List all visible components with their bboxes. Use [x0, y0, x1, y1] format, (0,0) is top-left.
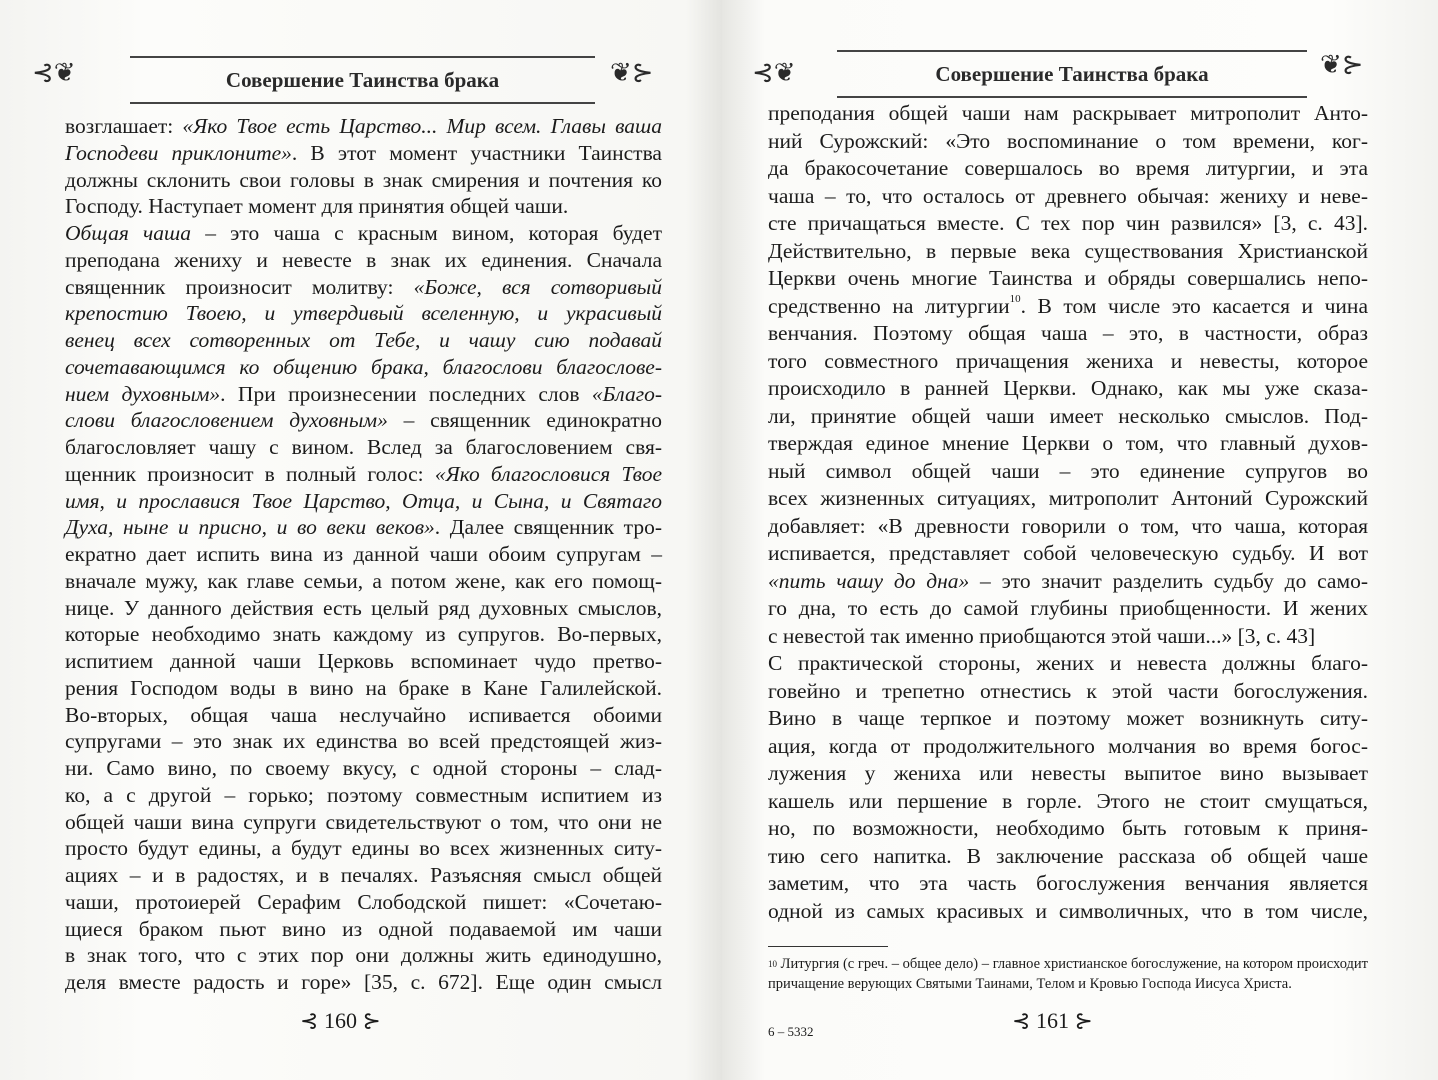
text-line: [65, 355, 662, 380]
text-segment: ко, а с другой – горько; поэтому совместным испитием из: [65, 782, 662, 807]
text-segment: екратно дает испить вина из данной чаши обоим супругам –: [65, 542, 662, 566]
text-line: [768, 871, 1368, 896]
text-segment: чаша – то, что осталось от древнего обычая: жениху и неве-: [768, 183, 1368, 208]
text-segment: добавляет: «В древности говорили о том, что чаша, которая: [768, 513, 1368, 538]
text-segment: супругами – это знак их единства во всей предстоящей жиз-: [65, 729, 662, 754]
ornament-icon: ⊱: [1074, 1008, 1093, 1033]
text-line: [65, 515, 662, 540]
italic-text: «Боже, вся сотворивый: [413, 274, 662, 299]
text-segment: . В этот момент участники Таинства: [291, 140, 662, 165]
italic-text: крепостию Твоею, и утвердивый вселенную, и украсивый: [65, 301, 662, 326]
text-line: [65, 569, 662, 594]
text-segment: происходило в ранней Церкви. Однако, как мы уже сказа-: [768, 376, 1368, 400]
text-segment: священник произносит молитву:: [65, 274, 414, 299]
text-segment: ация, когда от продолжительного молчания во время богос-: [768, 733, 1368, 758]
text-line: [65, 917, 662, 942]
text-segment: – это значит разделить судьбу до само-: [969, 568, 1368, 593]
page-number-value: 160: [323, 1008, 357, 1033]
italic-text: нием духовным»: [65, 381, 221, 406]
text-segment: говейно и трепетно отнестись к этой части богослужения.: [768, 678, 1368, 703]
printer-signature: 6 – 5332: [768, 1024, 814, 1039]
text-line: [65, 301, 662, 326]
text-line: [65, 783, 662, 808]
text-line: [768, 569, 1368, 594]
page-number-value: 161: [1035, 1008, 1069, 1033]
text-segment: рения Господом воды в вино на браке в Кане Галилейской.: [65, 675, 662, 700]
text-segment: Действительно, в первые века существования Христианской: [768, 238, 1368, 263]
text-segment: преподания общей чаши нам раскрывает митрополит Анто-: [768, 101, 1368, 125]
text-segment: тверждая единое мнение Церкви о том, что главный духов-: [768, 431, 1368, 455]
text-segment: ни. Само вино, по своему вкусу, с одной стороны – слад-: [65, 756, 662, 780]
text-line: [768, 486, 1368, 511]
text-segment: – это чаша с красным вином, которая будет: [191, 221, 662, 245]
text-segment: сте причащаться вместе. С тех пор чин развился» [3, с. 43].: [768, 211, 1368, 235]
text-line: [768, 184, 1368, 209]
italic-text: слови благословением духовным»: [65, 408, 388, 433]
text-segment: ний Сурожский: «Это воспоминание о том времени, ког-: [768, 128, 1368, 153]
text-segment: Вино в чаще терпкое и поэтому может возникнуть ситу-: [768, 706, 1368, 730]
text-line: [768, 706, 1368, 731]
italic-text: «Яко благословися Твое: [434, 461, 662, 486]
text-line: [65, 408, 662, 433]
italic-text: «пить чашу до дна»: [768, 568, 970, 593]
text-line: [65, 248, 662, 273]
text-line: [768, 761, 1368, 786]
italic-text: Господеви приклоните»: [65, 140, 292, 165]
running-head-title: Совершение Таинства брака: [225, 68, 500, 92]
divider: [130, 56, 595, 58]
text-segment: преподана жениху и невесте в знак их единения. Сначала: [65, 247, 662, 272]
text-segment: с невестой так именно приобщаются этой чаши...» [3, с. 43]: [768, 623, 1316, 648]
text-line: [768, 899, 1368, 924]
footnote-reference: 10: [1009, 292, 1021, 305]
ornament-icon: ⊰: [1012, 1008, 1031, 1033]
italic-text: Духа, ныне и присно, и во веки веков»: [65, 515, 435, 540]
text-segment: но, по возможности, необходимо быть готовым к приня-: [768, 816, 1368, 840]
running-head: [837, 46, 1307, 106]
page-body-text: [65, 114, 662, 994]
text-line: [65, 542, 662, 567]
footnote: [768, 954, 1368, 994]
ornament-icon: ❦⊱: [610, 58, 654, 87]
text-segment: средственно на литургии: [768, 293, 1010, 318]
ornament-icon: ⊰❦: [752, 58, 796, 87]
text-line: [768, 789, 1368, 814]
text-line: [768, 349, 1368, 374]
text-line: [65, 194, 662, 219]
text-line: [768, 459, 1368, 484]
italic-text: «Благо-: [591, 381, 662, 406]
text-line: [768, 844, 1368, 869]
text-segment: ный символ общей чаши – это единение супругов во: [768, 458, 1368, 483]
text-line: [768, 541, 1368, 566]
text-segment: Церкви очень многие Таинства и обряды совершались непо-: [768, 266, 1368, 290]
divider: [837, 50, 1307, 52]
text-segment: заметим, что эта часть богослужения венчания является: [768, 871, 1368, 895]
text-segment: да бракосочетание совершалось во время литургии, и эта: [768, 156, 1368, 180]
italic-text: сочетавающимся ко общению брака, благослови благослове-: [65, 354, 662, 379]
text-line: [65, 435, 662, 460]
running-head-title: Совершение Таинства брака: [935, 62, 1209, 86]
text-line: [768, 816, 1368, 841]
footnote-marker: 10: [768, 959, 777, 969]
text-line: [768, 514, 1368, 539]
text-segment: просто будут едины, а будут едины во всех жизненных ситу-: [65, 836, 662, 861]
text-segment: деля вместе радость и горе» [35, с. 672]. Еще один смысл: [65, 970, 662, 994]
text-segment: . Далее священник тро-: [434, 515, 662, 540]
text-line: [65, 462, 662, 487]
text-segment: всех жизненных ситуациях, митрополит Антоний Сурожский: [768, 486, 1368, 510]
text-segment: Во-вторых, общая чаша неслучайно испивается обоими: [65, 702, 662, 727]
text-segment: Господу. Наступает момент для принятия общей чаши.: [65, 194, 569, 219]
text-line: [65, 810, 662, 835]
ornament-icon: ⊰: [300, 1008, 319, 1033]
text-line: [768, 211, 1368, 236]
text-line: [768, 266, 1368, 291]
text-segment: того совместного причащения жениха и невесты, которое: [768, 348, 1368, 373]
text-line: [65, 890, 662, 915]
text-segment: – священник единократно: [387, 408, 663, 433]
text-segment: го дна, то есть до самой глубины приобщенности. И жених: [768, 596, 1368, 620]
text-line: [65, 943, 662, 968]
text-segment: нице. У данного действия есть целый ряд духовных смыслов,: [65, 595, 662, 620]
text-line: [65, 622, 662, 647]
text-line: [65, 676, 662, 701]
text-line: [768, 431, 1368, 456]
text-line: [65, 703, 662, 728]
text-line: [768, 679, 1368, 704]
text-line: [768, 321, 1368, 346]
text-line: [65, 756, 662, 781]
text-segment: которые необходимо знать каждому из супругов. Во-первых,: [65, 622, 662, 647]
text-line: [65, 489, 662, 514]
text-line: [768, 156, 1368, 181]
text-line: [65, 328, 662, 353]
text-line: [768, 624, 1368, 649]
text-line: [768, 734, 1368, 759]
text-line: [65, 596, 662, 621]
ornament-icon: ⊰❦: [32, 58, 76, 87]
text-segment: чаши, протоиерей Серафим Слободской пишет: «Сочетаю-: [65, 889, 662, 914]
text-segment: вначале мужу, как главе семьи, а потом жене, как его помощ-: [65, 568, 662, 593]
text-line: [768, 376, 1368, 401]
running-head: [130, 52, 595, 112]
text-segment: . В том числе это касается и чина: [1020, 293, 1368, 318]
text-line: [65, 141, 662, 166]
divider: [837, 96, 1307, 98]
text-segment: кашель или першение в горле. Этого не стоит смущаться,: [768, 788, 1368, 813]
text-segment: испитием данной чаши Церковь вспоминает чудо претво-: [65, 649, 662, 673]
text-line: [768, 101, 1368, 126]
text-segment: одной из самых красивых и символичных, что в том числе,: [768, 898, 1368, 923]
text-segment: щиеся браком пьют вино из одной подаваемой им чаши: [65, 916, 662, 941]
text-segment: ли, принятие общей чаши имеет несколько смыслов. Под-: [768, 403, 1368, 428]
text-line: [65, 114, 662, 139]
text-line: [768, 294, 1368, 319]
text-line: [65, 970, 662, 995]
ornament-icon: ❦⊱: [1320, 50, 1364, 79]
italic-text: имя, и прославися Твое Царство, Отца, и Сына, и Святаго: [65, 488, 662, 513]
text-line: [768, 239, 1368, 264]
text-segment: общей чаши вина супруги свидетельствуют о том, что они не: [65, 809, 662, 834]
italic-text: «Яко Твое есть Царство... Мир всем. Главы ваша: [182, 114, 662, 138]
text-line: [768, 596, 1368, 621]
page-number: [1012, 1008, 1093, 1034]
page-body-text: [768, 101, 1368, 931]
text-segment: лужения у жениха или невесты выпитое вино вызывает: [768, 761, 1368, 785]
footnote-divider: [768, 946, 888, 947]
text-line: [65, 382, 662, 407]
text-segment: венчания. Поэтому общая чаша – это, в частности, образ: [768, 321, 1368, 345]
italic-text: Общая чаша: [65, 221, 192, 245]
text-line: [65, 275, 662, 300]
text-line: [65, 863, 662, 888]
text-segment: С практической стороны, жених и невеста должны благо-: [768, 651, 1368, 675]
text-line: [65, 836, 662, 861]
text-segment: испивается, представляет собой человеческую судьбу. И вот: [768, 541, 1368, 565]
text-segment: . При произнесении последних слов: [220, 381, 592, 406]
ornament-icon: ⊱: [362, 1008, 381, 1033]
divider: [130, 102, 595, 104]
text-segment: должны склонить свои головы в знак смирения и почтения ко: [65, 167, 662, 192]
text-segment: возглашает:: [65, 114, 183, 138]
text-line: [65, 168, 662, 193]
text-line: [768, 651, 1368, 676]
text-segment: тию сего напитка. В заключение рассказа об общей чаше: [768, 843, 1368, 868]
text-segment: благословляет чашу с вином. Вслед за благословением свя-: [65, 435, 662, 459]
text-line: [768, 404, 1368, 429]
text-line: [65, 649, 662, 674]
text-segment: ациях – и в радостях, и в печалях. Разъясняя смысл общей: [65, 863, 662, 887]
text-segment: в знак того, что с этих пор они должны жить единодушно,: [65, 943, 662, 968]
text-line: [768, 129, 1368, 154]
text-line: [65, 221, 662, 246]
italic-text: венец всех сотворенных от Тебе, и чашу сию подавай: [65, 328, 662, 352]
text-segment: щенник произносит в полный голос:: [65, 461, 435, 486]
footnote-text: Литургия (с греч. – общее дело) – главное христианское богослужение, на котором происходит причащение верующих Святыми Таинами, Телом и Кровью Господа Иисуса Христа.: [768, 956, 1368, 992]
text-line: [65, 729, 662, 754]
page-number: [300, 1008, 381, 1034]
